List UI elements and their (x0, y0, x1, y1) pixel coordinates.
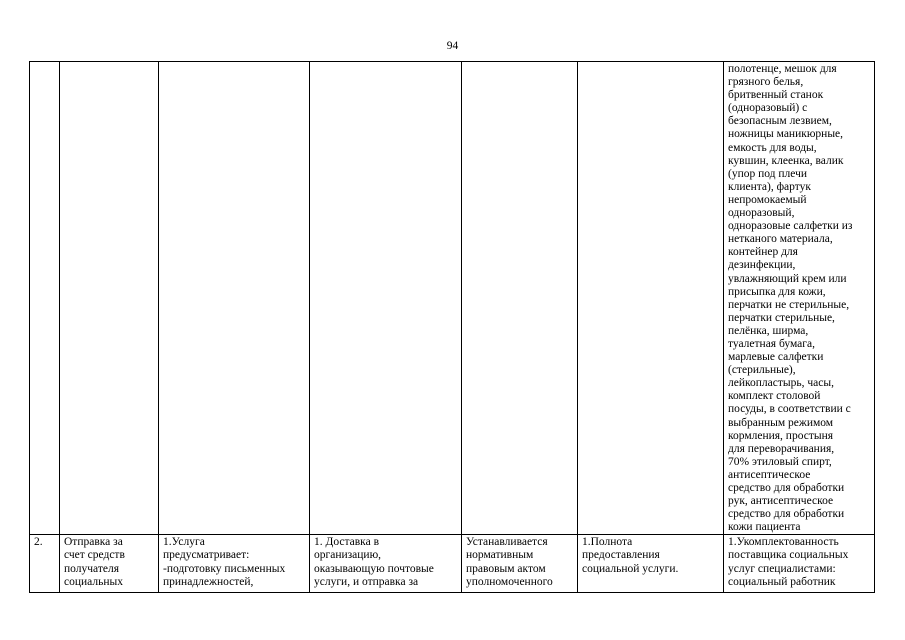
cell-quality-empty (578, 62, 724, 535)
services-table (29, 61, 875, 593)
service-name-text: Отправка за счет средств получателя социальных (64, 536, 125, 588)
quality-indicator-text: 1.Полнота предоставления социальной услуги. (582, 536, 679, 575)
cell-equipment-list (724, 62, 875, 535)
cell-service-name-empty (60, 62, 159, 535)
delivery-procedure-text: 1. Доставка в организацию, оказывающую почтовые услуги, и отправка за (314, 536, 434, 588)
table-row-2 (30, 535, 875, 593)
cell-delivery-procedure (310, 535, 462, 593)
row-number: 2. (34, 536, 43, 549)
cell-description-empty (159, 62, 310, 535)
cell-norms-empty (462, 62, 578, 535)
page-number: 94 (446, 40, 459, 52)
cell-regulation (462, 535, 578, 593)
cell-service-description (159, 535, 310, 593)
cell-procedure-empty (310, 62, 462, 535)
table-row-continued (30, 62, 875, 535)
cell-service-name (60, 535, 159, 593)
cell-number-empty (30, 62, 60, 535)
equipment-list-text: полотенце, мешок для грязного белья, бритвенный станок (одноразовый) с безопасным лезвием, ножницы маникюрные, емкость для воды, кувшин, клеенка, валик (упор под плечи клиента), фартук непромокаемый одноразовый, одноразовые салфетки из нетканого материала, контейнер для дезинфекции, увлажняющий крем или присыпка для кожи, перчатки не стерильные, перчатки стерильные, пелёнка, ширма, туалетная бумага, марлевые салфетки (стерильные), лейкопластырь, часы, комплект столовой посуды, в соответствии с выбранным режимом кормления, простыня для переворачивания, 70% этиловый спирт, антисептическое средство для обработки рук, антисептическое средство для обработки кожи пациента (728, 63, 853, 534)
regulation-text: Устанавливается нормативным правовым актом уполномоченного (466, 536, 553, 588)
cell-quality-indicator (578, 535, 724, 593)
cell-row-number (30, 535, 60, 593)
staffing-text: 1.Укомплектованность поставщика социальных услуг специалистами: социальный работник (728, 536, 849, 588)
cell-staffing (724, 535, 875, 593)
service-description-text: 1.Услуга предусматривает: -подготовку письменных принадлежностей, (163, 536, 286, 588)
